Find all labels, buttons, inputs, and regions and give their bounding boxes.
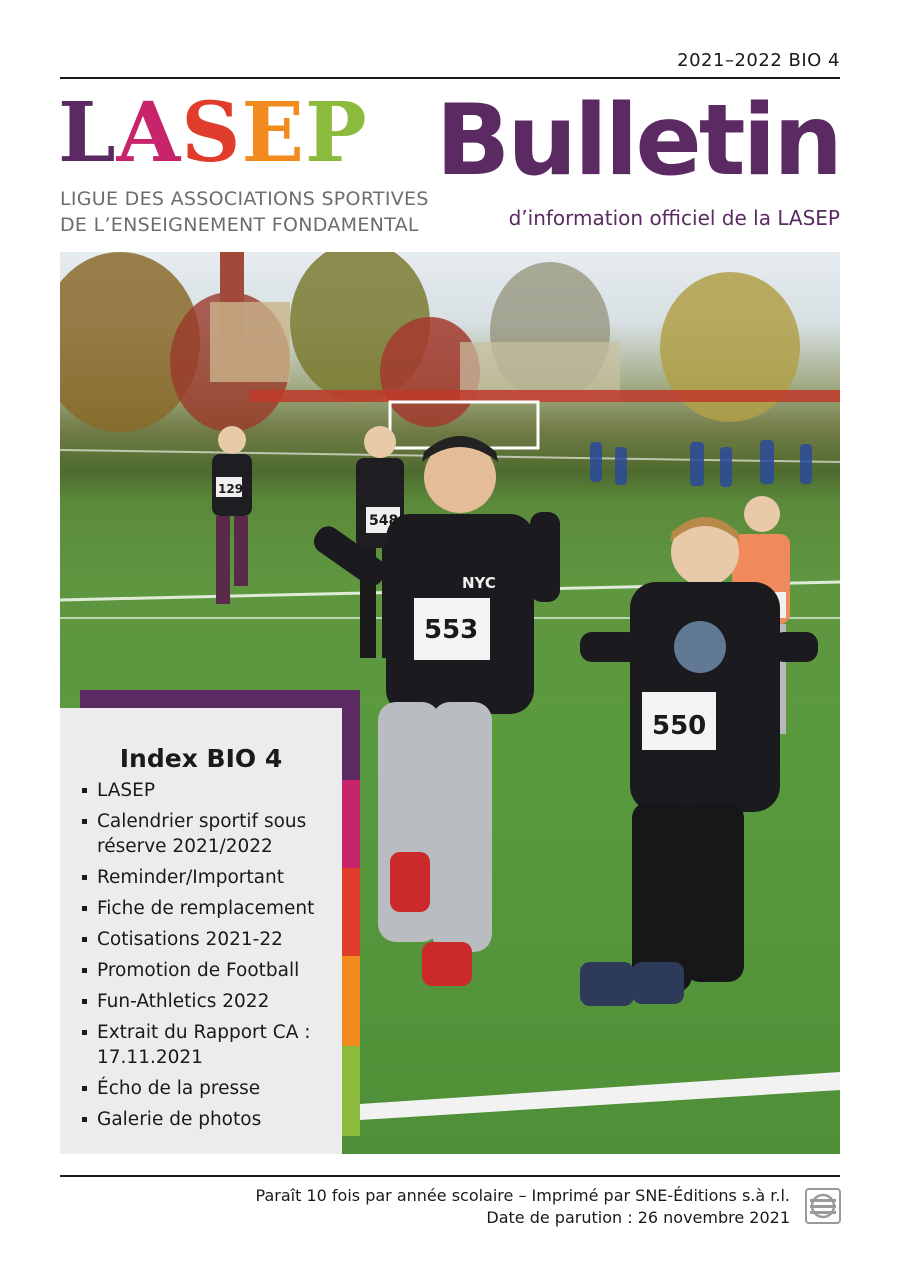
- logo-subtitle-line1: LIGUE DES ASSOCIATIONS SPORTIVES: [60, 188, 429, 210]
- bulletin-title: Bulletin: [435, 84, 840, 198]
- index-item: LASEP: [80, 778, 338, 803]
- logo-letter-e: E: [241, 85, 306, 181]
- bib-553: 553: [424, 615, 479, 645]
- bib-550: 550: [652, 711, 707, 741]
- strip-segment: [342, 1046, 360, 1136]
- index-item: Galerie de photos: [80, 1107, 338, 1132]
- index-title: Index BIO 4: [119, 744, 283, 773]
- index-box: [60, 708, 342, 1154]
- logo-letter-s: S: [181, 85, 242, 181]
- top-divider: [60, 77, 840, 79]
- index-item: Extrait du Rapport CA : 17.11.2021: [80, 1020, 338, 1070]
- index-item: Reminder/Important: [80, 865, 338, 890]
- bib-548: 548: [369, 513, 399, 529]
- lasep-logo: [58, 85, 368, 181]
- index-item: Fun-Athletics 2022: [80, 989, 338, 1014]
- index-item: Promotion de Football: [80, 958, 338, 983]
- index-item: Cotisations 2021-22: [80, 927, 338, 952]
- logo-subtitle-line2: DE L’ENSEIGNEMENT FONDAMENTAL: [60, 214, 419, 236]
- index-list: [80, 778, 338, 1138]
- logo-letter-p: P: [305, 85, 368, 181]
- bulletin-subtitle: d’information officiel de la LASEP: [508, 206, 840, 230]
- sne-logo-icon: [805, 1188, 841, 1224]
- issue-label: 2021–2022 BIO 4: [677, 50, 840, 71]
- bottom-divider: [60, 1175, 840, 1177]
- index-color-strip: [342, 708, 360, 1136]
- footer-publication-note: Paraît 10 fois par année scolaire – Imprimé par SNE-Éditions s.à r.l.: [255, 1186, 790, 1205]
- index-item: Fiche de remplacement: [80, 896, 338, 921]
- index-item: Écho de la presse: [80, 1076, 338, 1101]
- strip-segment: [342, 780, 360, 868]
- strip-segment: [342, 708, 360, 780]
- strip-segment: [342, 956, 360, 1046]
- footer-release-date: Date de parution : 26 novembre 2021: [486, 1208, 790, 1227]
- index-item: Calendrier sportif sous réserve 2021/2022: [80, 809, 338, 859]
- strip-segment: [342, 868, 360, 956]
- shirt-text: NYC: [462, 574, 496, 592]
- bib-129: 129: [218, 482, 244, 496]
- logo-letter-a: A: [116, 85, 182, 181]
- bib-12: 12: [760, 598, 781, 616]
- index-top-bar: [80, 690, 360, 708]
- logo-letter-l: L: [58, 85, 117, 181]
